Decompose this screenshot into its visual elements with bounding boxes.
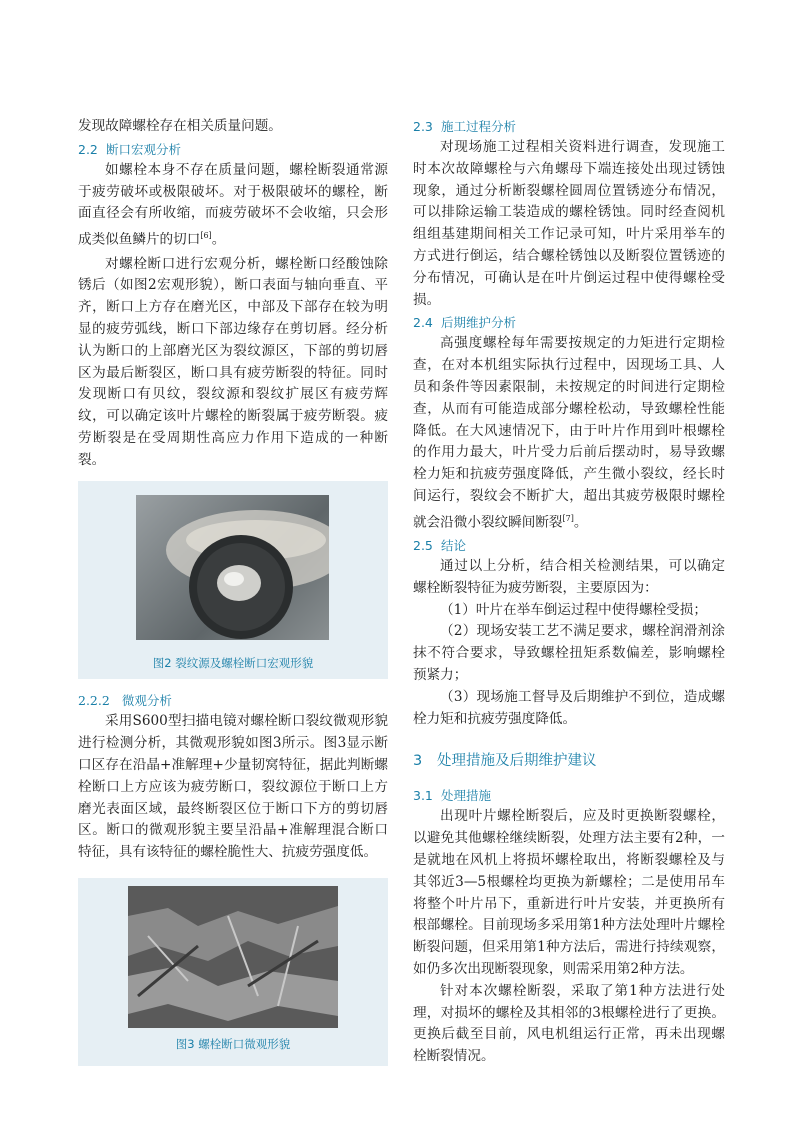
section-number: 2.2.2 xyxy=(78,693,110,709)
section-number: 3 xyxy=(413,753,423,770)
section-heading-3-1 xyxy=(413,786,725,806)
paragraph-measures: 出现叶片螺栓断裂后，应及时更换断裂螺栓，以避免其他螺栓继续断裂，处理方法主要有2种，一是就地在风机上将损坏螺栓取出，将断裂螺栓及与其邻近3—5根螺栓均更换为新螺栓；二是使用吊车将整个叶片吊下，重新进行叶片安装，并更换所有根部螺栓。目前现场多采用第1种方法处理叶片螺栓断裂问题，但采用第1种方法后，需进行持续观察，如仍多次出现断裂现象，则需采用第2种方法。 xyxy=(413,808,725,978)
list-item: （3）现场施工督导及后期维护不到位，造成螺栓力矩和抗疲劳强度降低。 xyxy=(413,688,725,727)
paragraph-maintenance xyxy=(413,333,725,534)
paragraph-result: 针对本次螺栓断裂，采取了第1种方法进行处理，对损坏的螺栓及其相邻的3根螺栓进行了更换。更换后截至目前，风电机组运行正常，再未出现螺栓断裂情况。 xyxy=(413,982,725,1065)
list-item: （1）叶片在举车倒运过程中使得螺栓受损； xyxy=(440,601,707,618)
figure-3-caption: 图3 螺栓断口微观形貌 xyxy=(175,1037,291,1052)
section-title: 微观分析 xyxy=(121,693,172,709)
paragraph-continuation: 发现故障螺栓存在相关质量问题。 xyxy=(78,118,282,134)
citation: [6] xyxy=(200,231,212,241)
section-number: 2.5 xyxy=(413,538,433,554)
paragraph-failure-modes xyxy=(78,160,388,252)
paragraph-end: 。 xyxy=(573,514,588,531)
section-title: 处理措施及后期维护建议 xyxy=(437,753,597,770)
figure-2-caption: 图2 裂纹源及螺栓断口宏观形貌 xyxy=(152,656,314,671)
section-number: 3.1 xyxy=(413,788,433,804)
section-title: 结论 xyxy=(441,538,467,554)
fracture-macro-photo xyxy=(136,495,329,640)
section-title: 施工过程分析 xyxy=(441,119,517,134)
paragraph-micro-analysis: 采用S600型扫描电镜对螺栓断口裂纹微观形貌进行检测分析，其微观形貌如图3所示。图3显示断口区存在沿晶+准解理+少量韧窝特征，据此判断螺栓断口上方应该为疲劳断口，裂纹源位于断口上方磨光表面区域，最终断裂区位于断口下方的剪切唇区。断口的微观形貌主要呈沿晶+准解理混合断口特征，具有该特征的螺栓脆性大、抗疲劳强度低。 xyxy=(78,713,388,861)
section-title: 断口宏观分析 xyxy=(106,141,182,157)
paragraph-text: 高强度螺栓每年需要按规定的力矩进行定期检查，在对本机组实际执行过程中，因现场工具、人员和条件等因素限制，未按规定的时间进行定期检查，从而有可能造成部分螺栓松动，导致螺栓性能降低。在大风速情况下，由于叶片作用到叶根螺栓的作用力最大，叶片受力后前后摆动时，易导致螺栓力矩和抗疲劳强度降低，产生微小裂纹，经长时间运行，裂纹会不断扩大，超出其疲劳极限时螺栓就会沿微小裂纹瞬间断裂 xyxy=(413,335,725,531)
section-heading-2-5 xyxy=(413,536,725,556)
section-heading-2-3 xyxy=(413,117,725,137)
paragraph-macro-analysis: 对螺栓断口进行宏观分析，螺栓断口经酸蚀除锈后（如图2宏观形貌），断口表面与轴向垂直、平齐，断口上方存在磨光区，中部及下部存在较为明显的疲劳弧线，断口下部边缘存在剪切唇。经分析认为断口的上部磨光区为裂纹源区，下部的剪切唇区为最后断裂区，断口具有疲劳断裂的特征。同时发现断口有贝纹，裂纹源和裂纹扩展区有疲劳辉纹，可以确定该叶片螺栓的断裂属于疲劳断裂。疲劳断裂是在受周期性高应力作用下造成的一种断裂。 xyxy=(78,255,388,468)
fracture-micro-sem-photo xyxy=(128,886,338,1028)
left-column xyxy=(78,116,388,1066)
section-number: 2.3 xyxy=(413,119,433,134)
list-item: （2）现场安装工艺不满足要求，螺栓润滑剂涂抹不符合要求，导致螺栓扭矩系数偏差，影响螺栓预紧力； xyxy=(413,623,725,684)
paragraph-construction: 对现场施工过程相关资料进行调查，发现施工时本次故障螺栓与六角螺母下端连接处出现过锈蚀现象，通过分析断裂螺栓圆周位置锈迹分布情况，可以排除运输工装造成的螺栓锈蚀。同时经查阅机组组基建期间相关工作记录可知，叶片采用举车的方式进行倒运，结合螺栓锈蚀以及断裂位置锈迹的分布情况，可确认是在叶片倒运过程中使得螺栓受损。 xyxy=(413,139,725,308)
paragraph-conclusion: 通过以上分析，结合相关检测结果，可以确定螺栓断裂特征为疲劳断裂，主要原因为： xyxy=(413,558,725,596)
section-heading-2-2-2 xyxy=(78,691,388,711)
section-title: 后期维护分析 xyxy=(441,315,517,331)
paragraph-text: 如螺栓本身不存在质量问题，螺栓断裂通常源于疲劳破坏或极限破坏。对于极限破坏的螺栓，断面直径会有所收缩，而疲劳破坏不会收缩，只会形成类似鱼鳞片的切口 xyxy=(78,161,388,248)
section-title: 处理措施 xyxy=(441,788,492,804)
section-heading-2-4 xyxy=(413,313,725,333)
figure-3 xyxy=(78,878,388,1066)
section-heading-2-2 xyxy=(78,140,388,160)
section-number: 2.4 xyxy=(413,315,433,331)
citation: [7] xyxy=(562,513,574,523)
figure-2 xyxy=(78,481,388,679)
section-number: 2.2 xyxy=(78,141,98,157)
right-column xyxy=(413,116,725,1068)
section-heading-3 xyxy=(413,750,725,772)
paragraph-end: 。 xyxy=(211,231,226,248)
